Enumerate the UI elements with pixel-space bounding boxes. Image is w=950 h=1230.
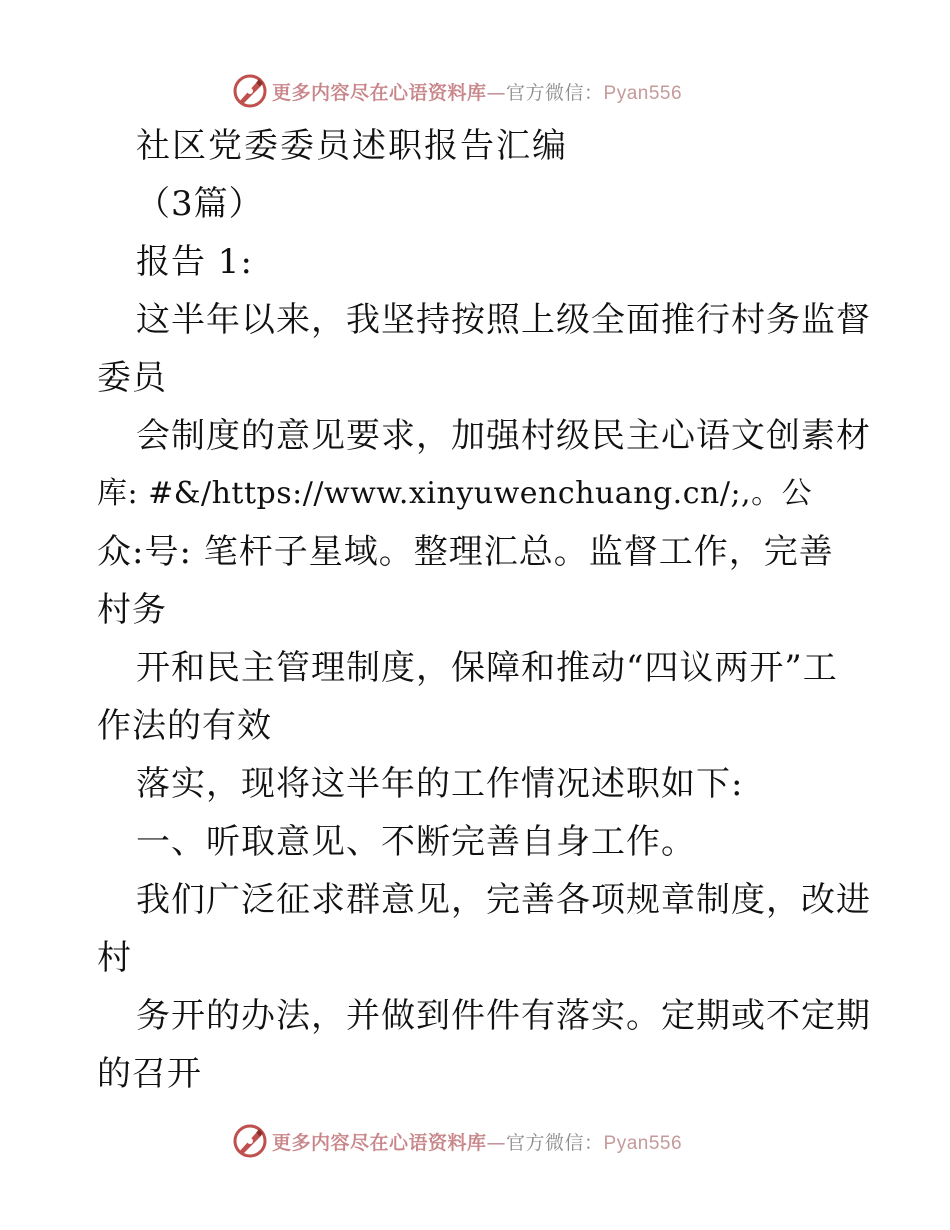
- text-line: 作法的有效: [97, 706, 272, 746]
- text-line: 的召开: [97, 1054, 202, 1094]
- watermark-wechat-id: Pyan556: [603, 82, 683, 104]
- document-subtitle: （3篇）: [136, 184, 264, 224]
- text-line: 落实，现将这半年的工作情况述职如下:: [136, 764, 744, 804]
- watermark-dash: —: [486, 1131, 507, 1154]
- watermark-main-text: 更多内容尽在心语资料库: [272, 1131, 487, 1154]
- text-line: 众:号: 笔杆子星域。整理汇总。监督工作，完善: [97, 532, 834, 572]
- text-line: 我们广泛征求群意见，完善各项规章制度，改进: [136, 880, 871, 920]
- text-line: 会制度的意见要求，加强村级民主心语文创素材: [136, 416, 871, 456]
- footer-watermark-banner: [232, 1121, 712, 1161]
- watermark-official-label: 官方微信：: [506, 1131, 604, 1154]
- text-line: 一、听取意见、不断完善自身工作。: [136, 822, 696, 862]
- watermark-official-label: 官方微信：: [506, 81, 604, 104]
- document-title: 社区党委委员述职报告汇编: [136, 126, 568, 166]
- text-line: 委员: [97, 358, 167, 398]
- text-line: 库: #&/https://www.xinyuwenchuang.cn/;,。公: [97, 476, 813, 511]
- text-line: 这半年以来，我坚持按照上级全面推行村务监督: [136, 300, 871, 340]
- text-line: 开和民主管理制度，保障和推动“四议两开”工: [136, 648, 838, 688]
- text-line: 村: [97, 938, 132, 978]
- text-line: 村务: [97, 590, 167, 630]
- text-line: 报告 1:: [136, 242, 253, 282]
- pen-logo-icon: [232, 73, 268, 109]
- text-line: 务开的办法，并做到件件有落实。定期或不定期: [136, 996, 871, 1036]
- watermark-dash: —: [486, 81, 507, 104]
- watermark-text: [272, 1128, 682, 1155]
- watermark-wechat-id: Pyan556: [603, 1132, 683, 1154]
- watermark-main-text: 更多内容尽在心语资料库: [272, 81, 487, 104]
- watermark-text: [272, 78, 682, 105]
- header-watermark-banner: [232, 71, 712, 111]
- pen-logo-icon: [232, 1123, 268, 1159]
- document-body: [97, 117, 871, 1103]
